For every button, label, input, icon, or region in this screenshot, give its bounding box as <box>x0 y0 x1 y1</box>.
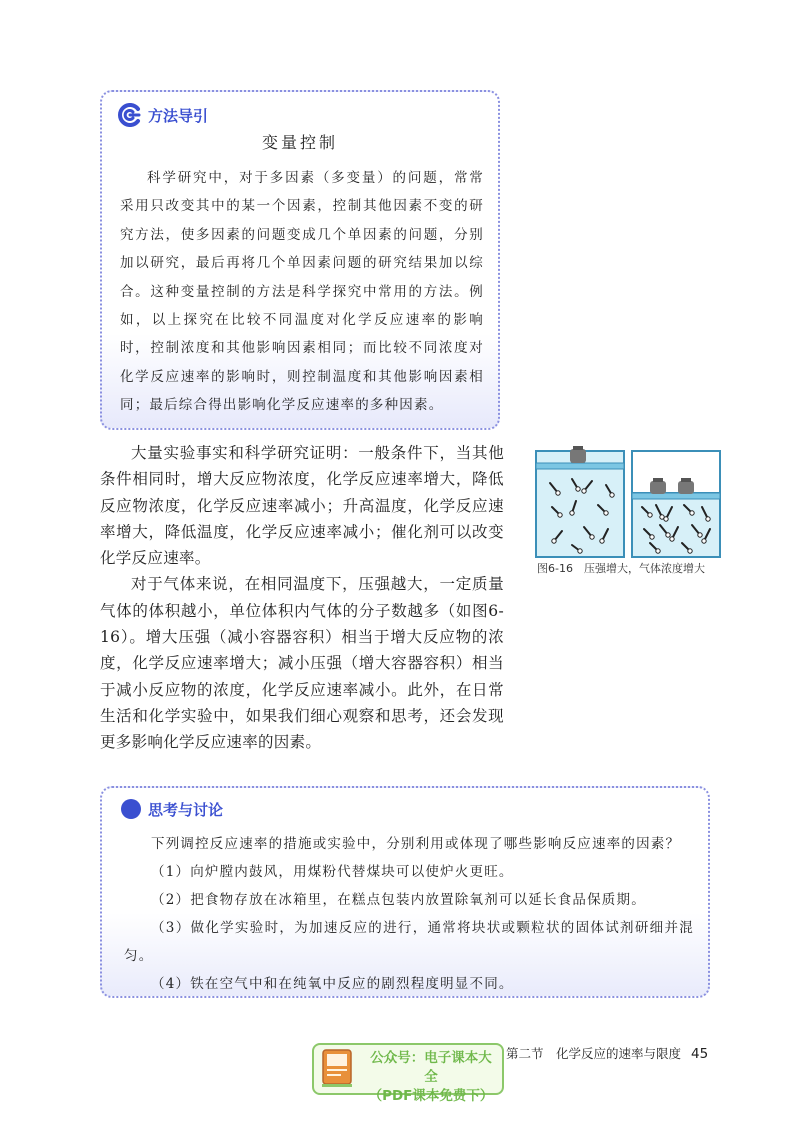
method-guide-body: 科学研究中，对于多因素（多变量）的问题，常常采用只改变其中的某一个因素，控制其他因素不变的研究方法，使多因素的问题变成几个单因素的问题，分别加以研究，最后再将几个单因素问题的研究结果加以综合。这种变量控制的方法是科学探究中常用的方法。例如，以上探究在比较不同温度对化学反应速率的影响时，控制浓度和其他影响因素相同；而比较不同浓度对化学反应速率的影响时，则控制温度和其他影响因素相同；最后综合得出影响化学反应速率的多种因素。 <box>120 170 484 414</box>
list-item: （4）铁在空气中和在纯氧中反应的剧烈程度明显不同。 <box>151 976 514 992</box>
paragraph-1: 大量实验事实和科学研究证明：一般条件下，当其他条件相同时，增大反应物浓度，化学反应速率增大，降低反应物浓度，化学反应速率减小；升高温度，化学反应速率增大，降低温度，化学反应速率减小；催化剂可以改变化学反应速率。 <box>100 444 504 568</box>
page-footer <box>506 1044 708 1062</box>
list-item: （3）做化学实验时，为加速反应的进行，通常将块状或颗粒状的固体试剂研细并混匀。 <box>124 920 694 964</box>
think-discuss-header <box>120 796 223 822</box>
list-item: （1）向炉膛内鼓风，用煤粉代替煤块可以使炉火更旺。 <box>151 864 514 880</box>
think-discuss-icon <box>120 798 142 820</box>
think-discuss-box <box>100 786 710 998</box>
watermark-text <box>364 1049 498 1106</box>
section-title: 第二节 化学反应的速率与限度 <box>506 1046 682 1061</box>
method-guide-box <box>100 90 500 430</box>
book-logo-icon <box>318 1046 358 1090</box>
watermark-stamp <box>312 1043 504 1104</box>
think-discuss-label: 思考与讨论 <box>148 800 224 819</box>
main-text <box>100 440 504 756</box>
list-item: （2）把食物存放在冰箱里，在糕点包装内放置除氧剂可以延长食品保质期。 <box>151 892 646 908</box>
watermark-line-2: （PDF课本免费下） <box>368 1088 494 1104</box>
question-list <box>124 830 694 998</box>
figure-caption: 图6-16 压强增大，气体浓度增大 <box>537 562 705 575</box>
method-guide-title: 变量控制 <box>261 133 338 152</box>
paragraph-2: 对于气体来说，在相同温度下，压强越大，一定质量气体的体积越小，单位体积内气体的分子数越多（如图6-16）。增大压强（减小容器容积）相当于增大反应物的浓度，化学反应速率增大；减小压强（增大容器容积）相当于减小反应物的浓度，化学反应速率减小。此外，在日常生活和化学实验中，如果我们细心观察和思考，还会发现更多影响化学反应速率的因素。 <box>100 575 504 752</box>
method-guide-icon <box>118 103 142 127</box>
method-guide-header <box>118 102 208 128</box>
container-high-pressure <box>632 451 720 557</box>
container-low-pressure <box>536 446 624 557</box>
watermark-line-1: 公众号：电子课本大全 <box>370 1050 492 1085</box>
method-guide-label: 方法导引 <box>148 106 209 125</box>
question-intro: 下列调控反应速率的措施或实验中，分别利用或体现了哪些影响反应速率的因素？ <box>151 836 681 852</box>
page-number: 45 <box>691 1046 709 1062</box>
